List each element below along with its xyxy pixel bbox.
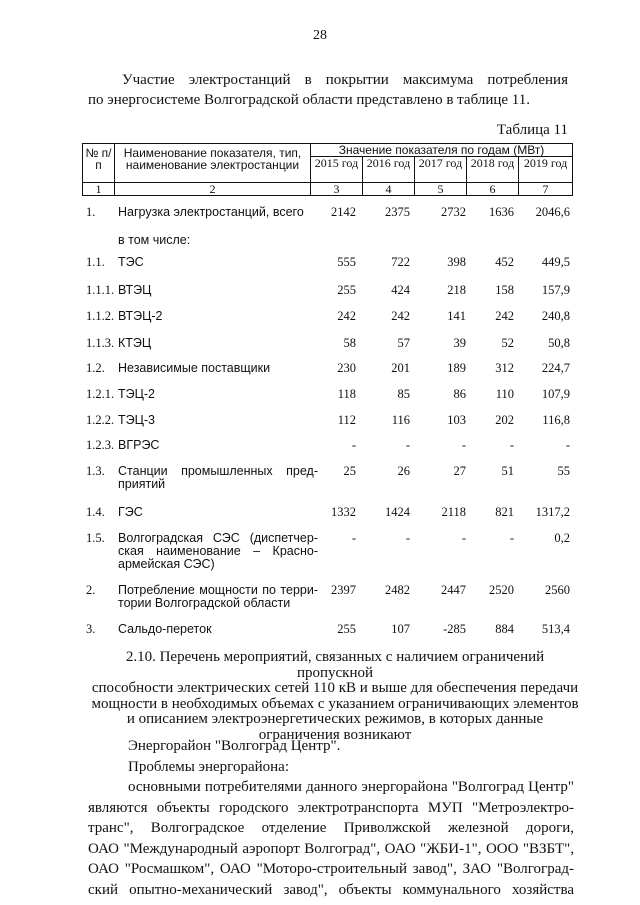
value-2017: 103 — [447, 413, 466, 427]
intro-paragraph — [88, 70, 568, 110]
value-2016: 424 — [391, 283, 410, 297]
page-number: 28 — [313, 28, 327, 43]
value-2019: 2560 — [545, 583, 570, 597]
value-2019: - — [565, 438, 570, 452]
col-number: 6 — [467, 183, 519, 196]
value-2019: 157,9 — [541, 283, 570, 297]
row-number: 1.1.2. — [86, 309, 115, 323]
row-number: 1.3. — [86, 464, 105, 478]
value-2018: 52 — [501, 336, 514, 350]
value-2017: - — [461, 438, 466, 452]
value-2018: 110 — [495, 387, 514, 401]
paragraph-line: транс", Волгоградское отделение Приволжской железной дороги, — [88, 820, 574, 836]
section-heading — [90, 650, 580, 743]
paragraph-line: ский опытно-механический завод", объекты коммунального хозяйства — [88, 881, 574, 898]
value-2015: 2142 — [331, 205, 356, 219]
value-2015: 242 — [337, 309, 356, 323]
paragraph-line: ОАО "Международный аэропорт Волгоград", ОАО "ЖБИ-1", ООО "ВЗБТ", — [88, 840, 574, 857]
row-name-line: армейская СЭС) — [118, 557, 215, 571]
value-2019: 513,4 — [541, 622, 570, 636]
value-2017: 86 — [453, 387, 466, 401]
value-2017: 189 — [447, 361, 466, 375]
row-name: ТЭЦ-3 — [118, 413, 155, 427]
value-2016: 85 — [397, 387, 410, 401]
value-2019: 0,2 — [554, 531, 570, 545]
col-number: 5 — [415, 183, 467, 196]
header-num: № п/п — [83, 144, 115, 183]
row-name: Независимые поставщики — [118, 361, 271, 375]
row-name-line: приятий — [118, 477, 166, 491]
value-2018: 51 — [501, 464, 514, 478]
table-header — [82, 143, 573, 196]
row-name — [118, 465, 318, 491]
value-2017: 2732 — [441, 205, 466, 219]
table-label: Таблица 11 — [496, 122, 568, 138]
value-2018: 158 — [495, 283, 514, 297]
header-value-group: Значение показателя по годам (МВт) — [311, 144, 573, 157]
value-2015: 112 — [337, 413, 356, 427]
value-2016: 57 — [397, 336, 410, 350]
row-number: 1.1.3. — [86, 336, 115, 350]
intro-line: Участие электростанций в покрытии максимума потребления — [122, 72, 568, 88]
value-2017: 39 — [453, 336, 466, 350]
value-2016: 201 — [391, 361, 410, 375]
value-2019: 1317,2 — [535, 505, 570, 519]
value-2015: - — [351, 438, 356, 452]
intro-line: по энергосистеме Волгоградской области представлено в таблице 11. — [88, 92, 530, 108]
value-2018: 452 — [495, 255, 514, 269]
value-2016: 116 — [391, 413, 410, 427]
row-number: 1.1. — [86, 255, 105, 269]
row-number: 1. — [86, 205, 96, 219]
row-name: ВГРЭС — [118, 438, 160, 452]
value-2015: 555 — [337, 255, 356, 269]
section-heading-line: способности электрических сетей 110 кВ и выше для обеспечения передачи — [91, 680, 579, 696]
value-2018: - — [509, 438, 514, 452]
row-name-line: Станции промышленных пред- — [118, 464, 318, 478]
paragraph-line — [88, 777, 574, 798]
value-2018: 242 — [495, 309, 514, 323]
value-2019: 449,5 — [541, 255, 570, 269]
paragraph-line-text: основными потребителями данного энергорайона "Волгоград Центр" — [128, 779, 574, 795]
header-year: 2015 год — [311, 157, 363, 183]
header-year: 2018 год — [467, 157, 519, 183]
body-text — [88, 736, 574, 900]
value-2019: 240,8 — [541, 309, 570, 323]
header-year: 2017 год — [415, 157, 467, 183]
value-2019: 2046,6 — [535, 205, 570, 219]
row-name-line: ская наименование – Красно- — [118, 544, 318, 558]
value-2015: 230 — [337, 361, 356, 375]
value-2016: 26 — [397, 464, 410, 478]
row-name: ГЭС — [118, 505, 143, 519]
value-2018: 1636 — [489, 205, 514, 219]
row-name-line: тории Волгоградской области — [118, 596, 291, 610]
col-number: 3 — [311, 183, 363, 196]
value-2019: 107,9 — [541, 387, 570, 401]
col-number: 7 — [519, 183, 573, 196]
value-2015: - — [351, 531, 356, 545]
value-2016: 722 — [391, 255, 410, 269]
row-name: ВТЭЦ-2 — [118, 309, 163, 323]
row-number: 1.2.2. — [86, 413, 115, 427]
section-heading-line: ограничения возникают — [258, 726, 412, 743]
row-name: ТЭС — [118, 255, 144, 269]
value-2015: 118 — [337, 387, 356, 401]
value-2015: 58 — [343, 336, 356, 350]
row-name: в том числе: — [118, 233, 191, 247]
value-2019: 224,7 — [541, 361, 570, 375]
paragraph-line: ОАО "Росмашком", ОАО "Моторо-строительный завод", ЗАО "Волгоград- — [88, 861, 574, 877]
value-2018: 202 — [495, 413, 514, 427]
value-2017: 398 — [447, 255, 466, 269]
value-2017: 27 — [453, 464, 466, 478]
row-number: 3. — [86, 622, 96, 636]
value-2015: 255 — [337, 622, 356, 636]
row-name: ТЭЦ-2 — [118, 387, 155, 401]
row-number: 1.2.3. — [86, 438, 115, 452]
row-number: 2. — [86, 583, 96, 597]
energy-region-line: Энергорайон "Волгоград Центр". — [128, 738, 341, 754]
value-2017: 218 — [447, 283, 466, 297]
value-2019: 50,8 — [548, 336, 570, 350]
header-year: 2016 год — [363, 157, 415, 183]
row-name — [118, 532, 318, 571]
col-number: 2 — [115, 183, 311, 196]
value-2019: 55 — [557, 464, 570, 478]
value-2018: 821 — [495, 505, 514, 519]
value-2017: -285 — [443, 622, 466, 636]
row-name-line: Волгоградская СЭС (диспетчер- — [118, 531, 318, 545]
row-name: Сальдо-переток — [118, 622, 212, 636]
section-heading-line: 2.10. Перечень мероприятий, связанных с наличием ограничений пропускной — [125, 649, 545, 681]
section-heading-line: и описанием электроэнергетических режимов, в которых данные — [126, 711, 544, 727]
section-heading-line: мощности в необходимых объемах с указанием ограничивающих элементов — [91, 695, 579, 712]
col-number: 4 — [363, 183, 415, 196]
value-2015: 1332 — [331, 505, 356, 519]
value-2017: 2447 — [441, 583, 466, 597]
value-2016: 107 — [391, 622, 410, 636]
value-2015: 2397 — [331, 583, 356, 597]
value-2017: 2118 — [441, 505, 466, 519]
value-2015: 25 — [343, 464, 356, 478]
row-number: 1.4. — [86, 505, 105, 519]
value-2019: 116,8 — [542, 413, 570, 427]
value-2017: - — [461, 531, 466, 545]
row-name — [118, 584, 318, 610]
header-name: Наименование показателя, тип, наименование электростанции — [115, 144, 311, 183]
row-name: ВТЭЦ — [118, 283, 152, 297]
paragraph-line: являются объекты городского электротранспорта МУП "Метроэлектро- — [88, 799, 574, 816]
value-2016: 242 — [391, 309, 410, 323]
value-2017: 141 — [447, 309, 466, 323]
value-2016: 1424 — [385, 505, 410, 519]
value-2016: - — [405, 531, 410, 545]
row-number: 1.5. — [86, 531, 105, 545]
value-2016: 2482 — [385, 583, 410, 597]
row-name-line: Потребление мощности по терри- — [118, 583, 318, 597]
value-2018: 884 — [495, 622, 514, 636]
col-number: 1 — [83, 183, 115, 196]
value-2018: 312 — [495, 361, 514, 375]
problems-line: Проблемы энергорайона: — [128, 758, 289, 775]
row-name: КТЭЦ — [118, 336, 152, 350]
value-2015: 255 — [337, 283, 356, 297]
row-number: 1.2.1. — [86, 387, 115, 401]
value-2016: 2375 — [385, 205, 410, 219]
value-2018: - — [509, 531, 514, 545]
value-2016: - — [405, 438, 410, 452]
header-year: 2019 год — [519, 157, 573, 183]
row-name: Нагрузка электростанций, всего — [118, 205, 304, 219]
row-number: 1.1.1. — [86, 283, 115, 297]
value-2018: 2520 — [489, 583, 514, 597]
row-number: 1.2. — [86, 361, 105, 375]
